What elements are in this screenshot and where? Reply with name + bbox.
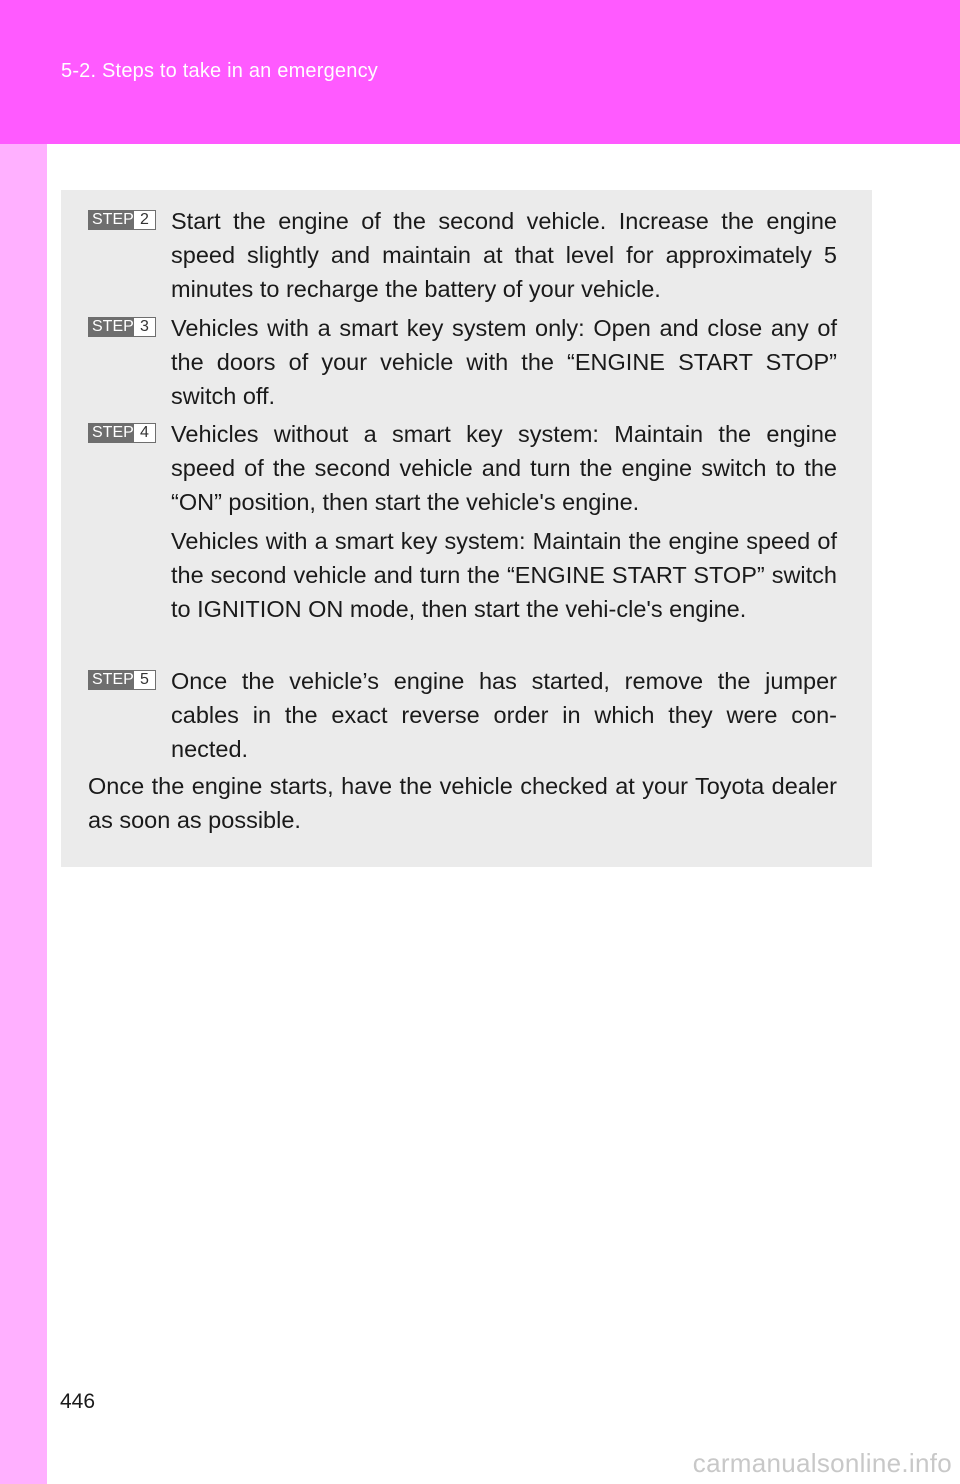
page-number: 446 — [60, 1390, 96, 1413]
step-badge — [88, 210, 156, 230]
step-text — [171, 311, 837, 413]
step-badge — [88, 670, 156, 690]
step-badge-label: STEP — [88, 317, 134, 337]
step-text — [171, 417, 837, 626]
step-badge-label: STEP — [88, 423, 134, 443]
instruction-box — [61, 190, 872, 867]
step-badge-number: 3 — [134, 317, 156, 337]
step-badge — [88, 317, 156, 337]
closing-note: Once the engine starts, have the vehicle checked at your Toyota dealer as soon as possible. — [88, 773, 837, 833]
step-badge-number: 5 — [134, 670, 156, 690]
step-paragraph: Once the vehicle’s engine has started, remove the jumper cables in the exact reverse order in which they were con-nected. — [171, 668, 837, 762]
step-badge-label: STEP — [88, 210, 134, 230]
step-text — [171, 204, 837, 306]
step-badge — [88, 423, 156, 443]
step-paragraph: Vehicles without a smart key system: Maintain the engine speed of the second vehicle and turn the engine switch to the “ON” position, then start the vehicle's engine. — [171, 421, 837, 515]
step-paragraph: Vehicles with a smart key system: Maintain the engine speed of the second vehicle and turn the “ENGINE START STOP” switch to IGNITION ON mode, then start the vehi-cle's engine. — [171, 528, 837, 622]
side-tab-strip — [0, 144, 47, 1484]
step-paragraph: Vehicles with a smart key system only: Open and close any of the doors of your vehicle with the “ENGINE START STOP” switch off. — [171, 315, 837, 409]
step-badge-number: 2 — [134, 210, 156, 230]
step-badge-number: 4 — [134, 423, 156, 443]
section-title: 5-2. Steps to take in an emergency — [61, 60, 378, 82]
step-paragraph: Start the engine of the second vehicle. Increase the engine speed slightly and maintain at that level for approximately 5 minutes to recharge the battery of your vehicle. — [171, 208, 837, 302]
watermark-text: carmanualsonline.info — [692, 1448, 952, 1478]
step-text — [171, 664, 837, 766]
step-badge-label: STEP — [88, 670, 134, 690]
